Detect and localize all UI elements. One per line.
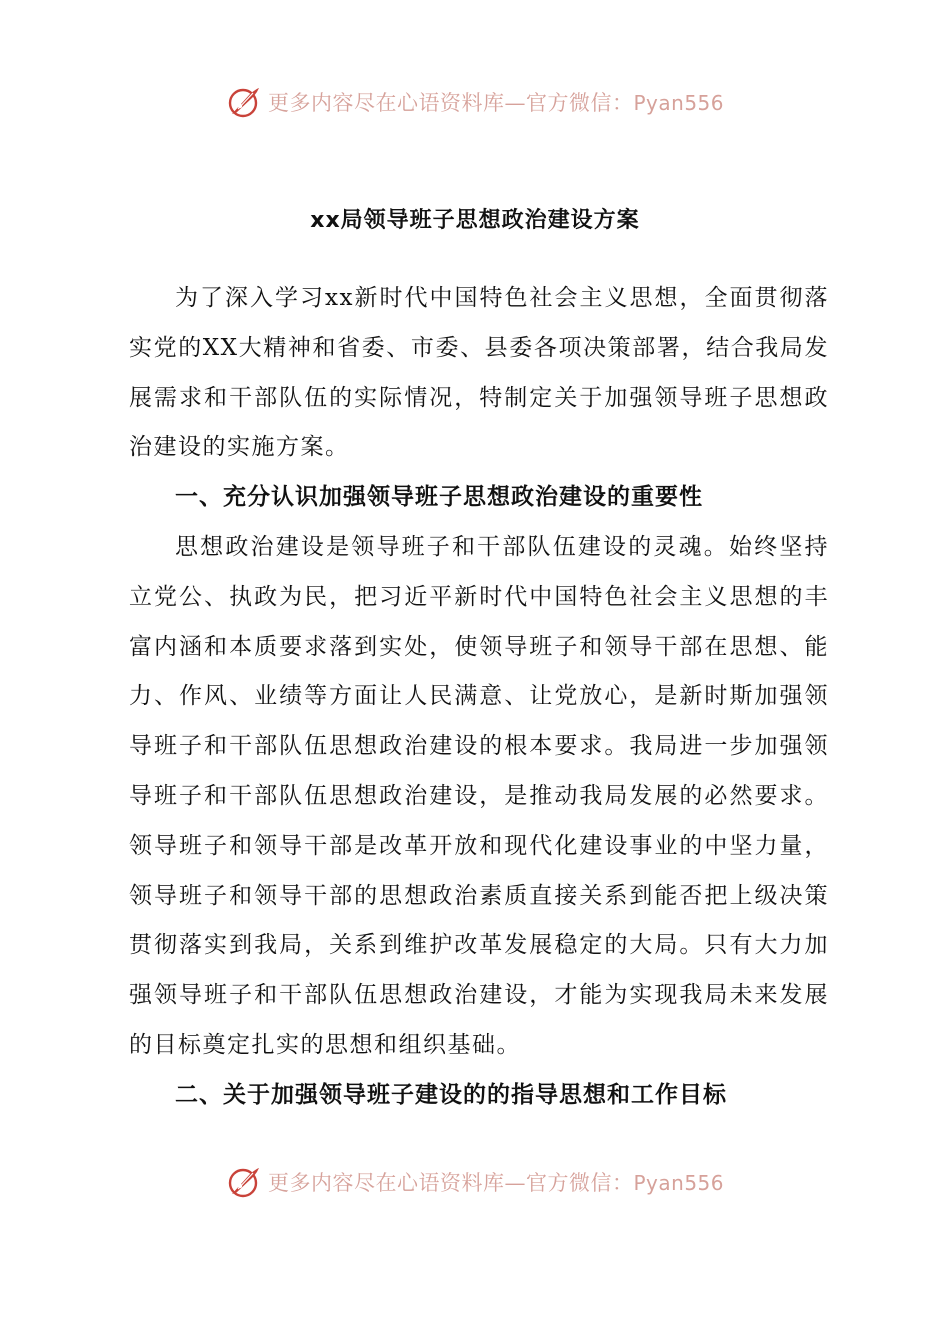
document-title: xx局领导班子思想政治建设方案 xyxy=(310,208,640,233)
section-2-heading: 二、关于加强领导班子建设的的指导思想和工作目标 xyxy=(175,1081,727,1108)
section-1-heading: 一、充分认识加强领导班子思想政治建设的重要性 xyxy=(175,484,703,511)
watermark-handle: Pyan556 xyxy=(633,1171,724,1195)
watermark-text: 更多内容尽在心语资料库—官方微信：Pyan556 xyxy=(267,1171,724,1195)
document-body xyxy=(129,274,829,1121)
header-watermark xyxy=(0,80,950,124)
footer-watermark xyxy=(0,1160,950,1204)
watermark-handle: Pyan556 xyxy=(633,91,724,115)
quill-pen-icon xyxy=(226,1164,262,1200)
section-1-paragraph: 思想政治建设是领导班子和干部队伍建设的灵魂。始终坚持立党公、执政为民，把习近平新时代中国特色社会主义思想的丰富内涵和本质要求落到实处，使领导班子和领导干部在思想、能力、作风、业绩等方面让人民满意、让党放心，是新时斯加强领导班子和干部队伍思想政治建设的根本要求。我局进一步加强领导班子和干部队伍思想政治建设，是推动我局发展的必然要求。领导班子和领导干部是改革开放和现代化建设事业的中坚力量，领导班子和领导干部的思想政治素质直接关系到能否把上级决策贯彻落实到我局，关系到维护改革发展稳定的大局。只有大力加强领导班子和干部队伍思想政治建设，才能为实现我局未来发展的目标奠定扎实的思想和组织基础。 xyxy=(129,533,829,1058)
watermark-text: 更多内容尽在心语资料库—官方微信：Pyan556 xyxy=(267,91,724,115)
intro-paragraph: 为了深入学习xx新时代中国特色社会主义思想，全面贯彻落实党的XX大精神和省委、市委、县委各项决策部署，结合我局发展需求和干部队伍的实际情况，特制定关于加强领导班子思想政治建设的实施方案。 xyxy=(129,285,829,461)
quill-pen-icon xyxy=(226,84,262,120)
